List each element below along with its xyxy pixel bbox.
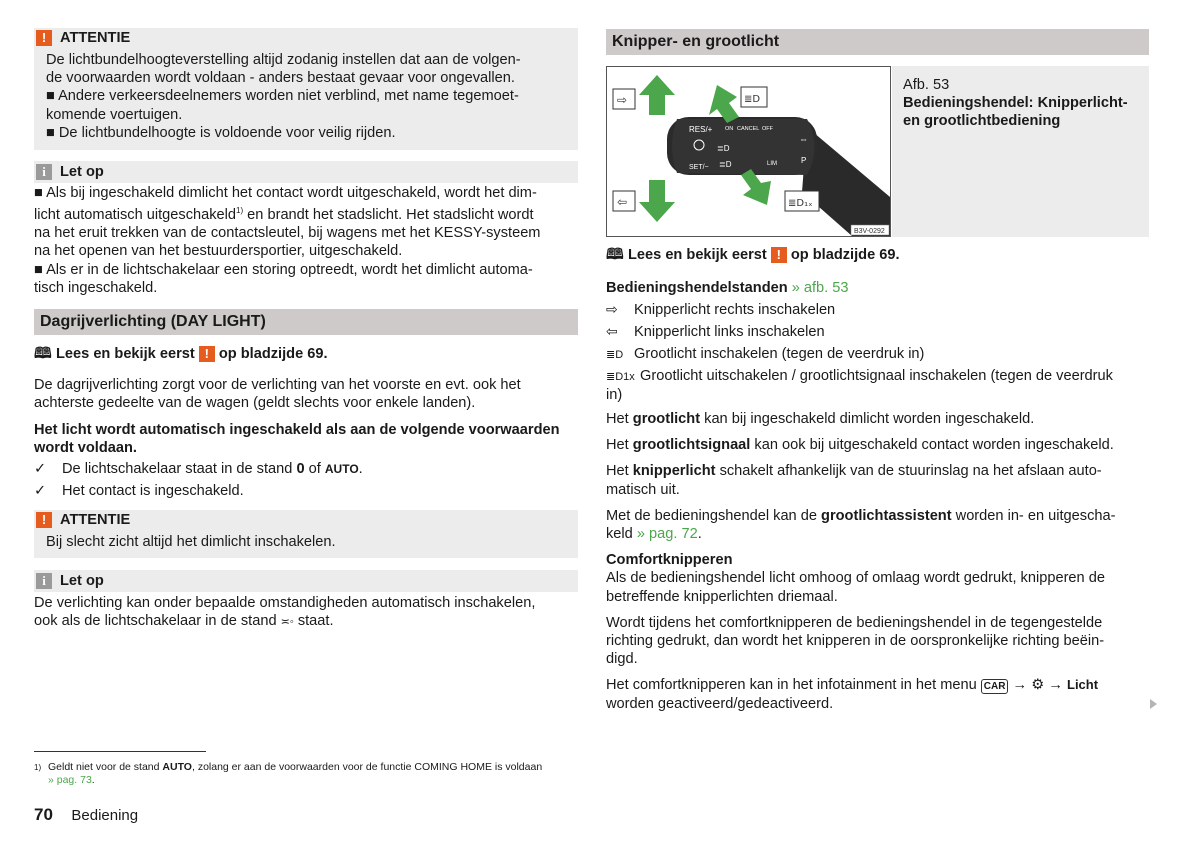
flash-high-beam-icon: ≣D₁ₓ: [788, 198, 813, 209]
svg-text:≣D: ≣D: [719, 160, 732, 169]
footnote-divider: [34, 751, 206, 752]
warning-text-line: komende voertuigen.: [46, 106, 183, 123]
exclamation-icon: !: [36, 512, 52, 528]
parking-light-icon: ≍◦: [280, 616, 294, 629]
warning-box-1: [34, 28, 578, 150]
blink-paragraphs: Het grootlicht kan bij ingeschakeld dimlicht worden ingeschakeld. Het grootlichtsignaal kan ook bij uitgeschakeld contact worden ingeschakeld. Het knipperlicht schakelt afhankelijk van de stuurinslag na het afslaan auto- matisch uit. Met de bedieningshendel kan de grootlichtassistent worden in- en uitgescha- keld » pag. 72. Comfortknipperen Als de bedieningshendel licht omhoog of omlaag wordt gedrukt, knipperen de betreffende knipperlichten driemaal. Wordt tijdens het comfortknipperen de bedieningshendel in de tegengestelde richting gedrukt, dan wordt het knipperen in de oorspronkelijke richting beëin- digd. Het comfortknipperen kan in het infotainment in het menu CAR → ⚙ → Licht worden geactiveerd/gedeactiveerd.: [606, 410, 1150, 713]
lever-positions: Bedieningshendelstanden » afb. 53 ⇨ Knipperlicht rechts inschakelen ⇦ Knipperlicht links inschakelen ≣D Grootlicht inschakelen (tegen de veerdruk in) ≣D1x Grootlicht uitschakelen / grootlichtsignaal inschakelen (tegen de veerdruk in): [606, 280, 1113, 404]
turn-left-icon: ⇦: [617, 195, 628, 209]
section-name: Bediening: [71, 807, 139, 824]
turn-right-icon: ⇨: [617, 93, 628, 107]
read-first-note: 🕮 Lees en bekijk eerst ! op bladzijde 69.: [34, 345, 328, 362]
lever-on-label: ON: [725, 126, 734, 132]
continue-arrow-icon: [1150, 699, 1157, 709]
read-first-note-2: 🕮 Lees en bekijk eerst ! op bladzijde 69.: [606, 246, 900, 263]
subsection-title: Comfortknipperen: [606, 552, 733, 569]
turn-right-icon: ⇨: [606, 301, 618, 318]
figure-caption-box: [892, 66, 1149, 237]
checkmark-icon: ✓: [34, 461, 47, 478]
info-icon: i: [36, 164, 52, 180]
car-button-icon: CAR: [981, 679, 1009, 694]
lever-off-label: OFF: [762, 126, 773, 132]
footnote-page-link[interactable]: » pag. 73: [48, 774, 92, 786]
info-icon: i: [36, 573, 52, 589]
exclamation-icon[interactable]: !: [199, 346, 215, 362]
exclamation-icon: !: [36, 30, 52, 46]
note-box-2: [34, 570, 578, 592]
note-body-2: De verlichting kan onder bepaalde omstandigheden automatisch inschakelen, ook als de lichtschakelaar in de stand ≍◦ staat.: [34, 595, 536, 630]
day-light-conditions: Het licht wordt automatisch ingeschakeld als aan de volgende voorwaarden wordt voldaan. ✓ De lichtschakelaar staat in de stand 0 of AUTO. ✓ Het contact is ingeschakeld.: [34, 422, 560, 499]
book-icon: 🕮: [606, 246, 624, 263]
day-light-intro: De dagrijverlichting zorgt voor de verlichting van het voorste en evt. ook het achterste gedeelte van de wagen (geldt slechts voor enkele landen).: [34, 377, 521, 412]
book-icon: 🕮: [34, 345, 52, 362]
lever-illustration: [607, 67, 890, 236]
warning-text-line: ■ De lichtbundelhoogte is voldoende voor veilig rijden.: [46, 124, 396, 141]
note-heading: i Let op: [36, 164, 104, 180]
page-number: 70: [34, 805, 53, 824]
figure-caption: Bedieningshendel: Knipperlicht-: [903, 95, 1128, 112]
figure-lever: [606, 66, 891, 237]
warning-text: Bij slecht zicht altijd het dimlicht inschakelen.: [46, 534, 336, 550]
high-beam-icon: ≣D: [606, 348, 624, 361]
section-title-day-light: Dagrijverlichting (DAY LIGHT): [34, 309, 578, 335]
warning-text-line: de voorwaarden wordt voldaan - anders bestaat gevaar voor ongevallen.: [46, 70, 515, 87]
figure-code: B3V-0292: [854, 228, 885, 235]
svg-text:P: P: [801, 156, 807, 165]
footnote-ref[interactable]: 1): [236, 206, 244, 216]
lever-res-label: RES/+: [689, 125, 713, 134]
figure-link[interactable]: » afb. 53: [791, 280, 849, 296]
exclamation-icon[interactable]: !: [771, 247, 787, 263]
position-auto-symbol: AUTO: [324, 462, 359, 477]
warning-heading: ! ATTENTIE: [36, 30, 130, 46]
warning-text-line: De lichtbundelhoogteverstelling altijd zodanig instellen dat aan de volgen-: [46, 52, 521, 68]
arrow-down-icon: [639, 180, 675, 222]
lever-set-label: SET/−: [689, 164, 709, 171]
warning-text-line: ■ Andere verkeersdeelnemers worden niet verblind, met name tegemoet-: [46, 88, 519, 105]
lever-cancel-label: CANCEL: [737, 126, 760, 132]
warning-box-2: [34, 510, 578, 558]
note-body-1: ■ Als bij ingeschakeld dimlicht het contact wordt uitgeschakeld, wordt het dim- licht automatisch uitgeschakeld$^{1)}$ en brandt het stadslicht. Het stadslicht wordt na het eruit trekken van de contactsleutel, bij wagens met het KESSY-systeem na het openen van het bestuurdersportier, uitgeschakeld. ■ Als er in de lichtschakelaar een storing optreedt, wordt het dimlicht automa- tisch ingeschakeld.: [34, 185, 541, 296]
note-box-1: [34, 161, 578, 183]
checkmark-icon: ✓: [34, 482, 47, 499]
high-beam-icon: ≣D: [744, 94, 761, 105]
lever-lim-label: LIM: [767, 161, 778, 167]
svg-text:⇔: ⇔: [799, 134, 808, 144]
page-link[interactable]: » pag. 72: [636, 526, 698, 543]
settings-gear-icon: ⚙: [1031, 677, 1045, 694]
position-0-symbol: 0: [296, 461, 305, 478]
footnote: 1) Geldt niet voor de stand AUTO, zolang er aan de voorwaarden voor de functie COMING HOME is voldaan » pag. 73.: [34, 761, 543, 786]
warning-heading: ! ATTENTIE: [36, 512, 130, 528]
arrow-up-icon: [639, 75, 675, 115]
note-heading: i Let op: [36, 573, 104, 589]
svg-text:≣D: ≣D: [717, 144, 730, 153]
figure-caption: en grootlichtbediening: [903, 113, 1061, 130]
turn-left-icon: ⇦: [606, 323, 618, 340]
flash-high-beam-icon: ≣D1x: [606, 370, 635, 383]
figure-label: Afb. 53: [903, 77, 950, 93]
page-footer: [34, 805, 138, 825]
section-title-knipper: Knipper- en grootlicht: [606, 29, 1149, 55]
